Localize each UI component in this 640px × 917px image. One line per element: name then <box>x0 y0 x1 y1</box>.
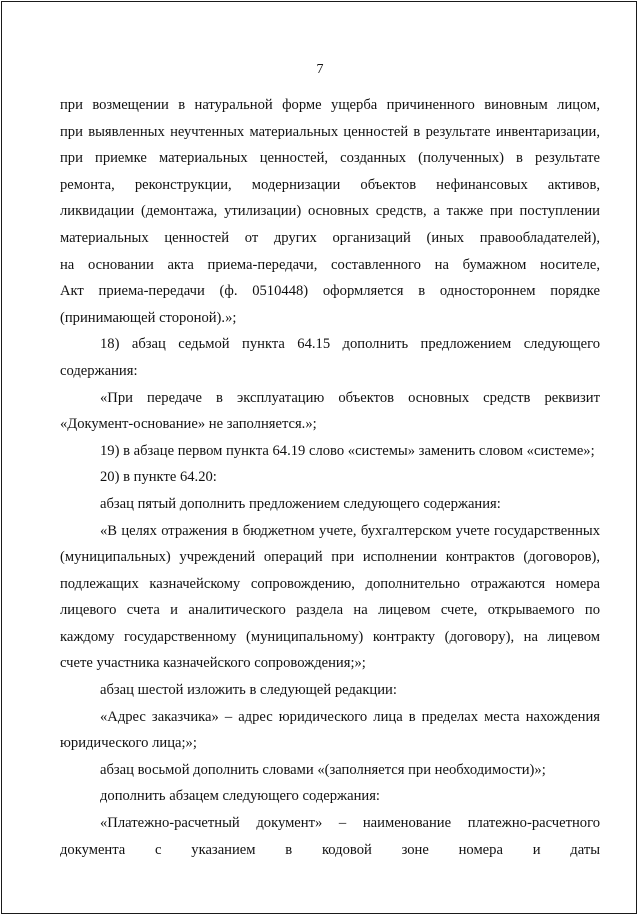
text-line: 18) абзац седьмой пункта 64.15 дополнить предложением следующего <box>100 336 600 353</box>
text-line: 19) в абзаце первом пункта 64.19 слово «системы» заменить словом «системе»; <box>100 442 595 459</box>
text-line: ликвидации (демонтажа, утилизации) основных средств, а также при поступлении <box>60 203 600 220</box>
text-line: при приемке материальных ценностей, созданных (полученных) в результате <box>60 150 600 167</box>
text-line: «В целях отражения в бюджетном учете, бухгалтерском учете государственных <box>100 522 600 539</box>
paragraph-8 <box>60 677 600 704</box>
paragraph-11 <box>60 783 600 810</box>
text-line: содержания: <box>60 362 138 379</box>
text-line: ремонта, реконструкции, модернизации объектов нефинансовых активов, <box>60 176 600 193</box>
text-line: документа с указанием в кодовой зоне номера и даты <box>60 841 600 858</box>
text-line: «При передаче в эксплуатацию объектов основных средств реквизит <box>100 389 600 406</box>
text-line: на основании акта приема-передачи, составленного на бумажном носителе, <box>60 256 600 273</box>
paragraph-9 <box>60 704 600 757</box>
text-line: материальных ценностей от других организаций (иных правообладателей), <box>60 229 600 246</box>
text-line: (муниципальных) учреждений операций при исполнении контрактов (договоров), <box>60 549 600 566</box>
text-line: «Документ-основание» не заполняется.»; <box>60 416 317 433</box>
text-line: счете участника казначейского сопровождения;»; <box>60 655 366 672</box>
text-line: каждому государственному (муниципальному) контракту (договору), на лицевом <box>60 628 600 645</box>
text-line: лицевого счета и аналитического раздела на лицевом счете, открываемого по <box>60 602 600 619</box>
page-number: 7 <box>316 62 324 77</box>
paragraph-10 <box>60 757 600 784</box>
paragraph-4 <box>60 438 600 465</box>
text-line: дополнить абзацем следующего содержания: <box>100 788 380 805</box>
text-line: «Адрес заказчика» – адрес юридического лица в пределах места нахождения <box>100 708 600 725</box>
text-line: абзац пятый дополнить предложением следующего содержания: <box>100 495 501 512</box>
paragraph-1 <box>60 92 600 331</box>
text-line: подлежащих казначейскому сопровождению, дополнительно отражаются номера <box>60 575 600 592</box>
document-body <box>60 92 600 863</box>
text-line: при возмещении в натуральной форме ущерба причиненного виновным лицом, <box>60 97 600 113</box>
text-line: Акт приема-передачи (ф. 0510448) оформляется в одностороннем порядке <box>60 283 600 300</box>
text-line: 20) в пункте 64.20: <box>100 469 217 486</box>
text-line: абзац шестой изложить в следующей редакции: <box>100 682 397 699</box>
text-line: абзац восьмой дополнить словами «(заполняется при необходимости)»; <box>100 761 546 778</box>
paragraph-7 <box>60 518 600 678</box>
paragraph-2 <box>60 331 600 384</box>
paragraph-5 <box>60 464 600 491</box>
text-line: «Платежно-расчетный документ» – наименование платежно-расчетного <box>100 815 600 832</box>
text-line: (принимающей стороной).»; <box>60 309 237 326</box>
paragraph-12 <box>60 810 600 863</box>
paragraph-3 <box>60 385 600 438</box>
text-line: при выявленных неучтенных материальных ценностей в результате инвентаризации, <box>60 123 600 140</box>
text-line: юридического лица;»; <box>60 735 197 752</box>
paragraph-6 <box>60 491 600 518</box>
